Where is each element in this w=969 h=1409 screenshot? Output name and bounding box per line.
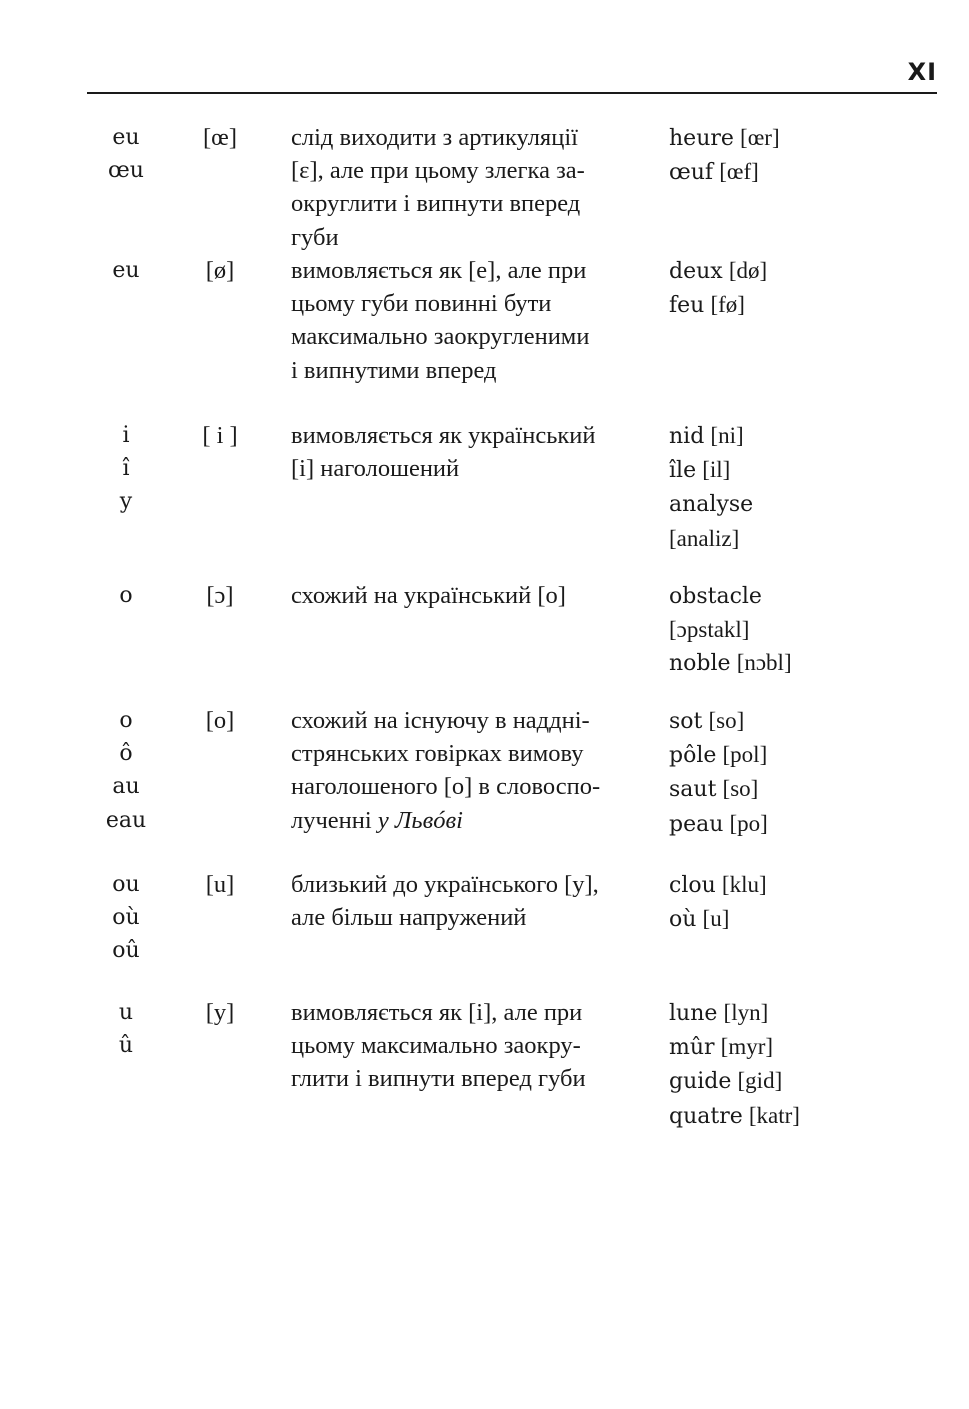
example-word: lune: [669, 1001, 718, 1026]
description-text: схожий на існуючу в наддні-: [291, 707, 590, 734]
example-word: œuf: [669, 160, 714, 186]
spelling-cell: [88, 419, 164, 519]
header-rule: [87, 92, 937, 94]
description-cell: [291, 579, 653, 612]
description-line: [291, 901, 653, 934]
description-text: але більш напружений: [291, 904, 527, 932]
example-word: obstacle: [669, 584, 762, 609]
spelling: i: [122, 423, 130, 448]
description-cell: [291, 121, 653, 254]
example-transcription: [œr]: [740, 125, 780, 150]
example: [669, 453, 959, 487]
example-transcription: [dø]: [728, 258, 768, 283]
description-line: [291, 1062, 653, 1095]
description-line: [291, 254, 653, 287]
description-text: глити і випнути вперед губи: [291, 1065, 586, 1093]
example: [669, 738, 959, 772]
spelling-cell: [88, 868, 164, 968]
example-transcription: [fø]: [710, 292, 745, 318]
example: [669, 579, 959, 613]
spelling-cell: [88, 704, 164, 837]
spelling-cell: [88, 121, 164, 187]
example-transcription: [gid]: [737, 1068, 783, 1094]
ipa-cell: [ i ]: [202, 422, 238, 449]
description-text: [і] наголошений: [291, 455, 460, 483]
spelling-cell: [88, 996, 164, 1062]
description-cell: [291, 868, 653, 934]
description-line: [291, 704, 653, 737]
example-transcription: [myr]: [720, 1034, 774, 1060]
example-word: île: [669, 458, 697, 484]
description-cell: [291, 254, 653, 387]
description-line: [291, 868, 653, 901]
description-text: близький до українського [у],: [291, 871, 599, 898]
spelling: u: [118, 1000, 134, 1025]
ipa-cell: [y]: [205, 999, 235, 1026]
example: [669, 1099, 959, 1133]
description-line: [291, 452, 653, 485]
description-line: [291, 804, 653, 837]
example: [669, 288, 959, 322]
example-word: feu: [669, 293, 705, 319]
example-word: heure: [669, 126, 734, 151]
example-transcription: [katr]: [748, 1102, 800, 1128]
example-transcription: [œf]: [719, 159, 759, 185]
description-text: наголошеного [о] в словоспо-: [291, 773, 601, 801]
example: [669, 868, 959, 902]
example-transcription: [lyn]: [723, 1000, 769, 1025]
example: [669, 613, 959, 646]
example-word: saut: [669, 777, 717, 803]
example-word: où: [669, 907, 697, 933]
description-line: [291, 770, 653, 803]
spelling: œu: [108, 158, 144, 184]
examples-cell: [669, 704, 959, 841]
spelling: eu: [112, 125, 140, 150]
spelling: o: [119, 583, 133, 608]
description-line: [291, 579, 653, 612]
page-number: XI: [907, 58, 937, 86]
description-text: округлити і випнути вперед: [291, 190, 581, 218]
description-cell: [291, 419, 653, 485]
example: [669, 772, 959, 806]
spelling: û: [118, 1033, 134, 1059]
spelling: eau: [105, 807, 147, 833]
example: [669, 646, 959, 680]
example: [669, 704, 959, 738]
spelling: où: [112, 905, 140, 931]
example: [669, 121, 959, 155]
example-word: guide: [669, 1069, 732, 1095]
description-line: [291, 419, 653, 452]
example-word: quatre: [669, 1103, 743, 1129]
example-word: peau: [669, 811, 724, 837]
ipa-cell: [o]: [205, 707, 235, 734]
example-transcription: [so]: [708, 708, 745, 733]
spelling: y: [119, 489, 133, 515]
description-italic: у Львóві: [377, 806, 463, 834]
spelling: oû: [112, 938, 140, 964]
spelling: o: [119, 708, 133, 733]
example-transcription: [so]: [722, 776, 759, 802]
spelling-cell: [88, 254, 164, 287]
example-word: analyse: [669, 492, 754, 518]
example-transcription: [po]: [729, 810, 768, 836]
example: [669, 522, 959, 555]
description-text: схожий на український [о]: [291, 582, 566, 609]
description-line: [291, 1029, 653, 1062]
example: [669, 254, 959, 288]
example-word: sot: [669, 709, 703, 734]
examples-cell: [669, 868, 959, 936]
spelling: ou: [112, 872, 140, 897]
description-line: [291, 996, 653, 1029]
example-transcription: [klu]: [721, 872, 767, 897]
description-text: [ɛ], але при цьому злегка за-: [291, 157, 585, 185]
ipa-cell: [œ]: [202, 124, 237, 151]
description-text: цьому губи повинні бути: [291, 290, 552, 318]
description-text: губи: [291, 223, 339, 251]
description-text: цьому максимально заокру-: [291, 1032, 581, 1060]
spelling: ô: [119, 741, 133, 767]
example: [669, 1064, 959, 1098]
example-word: nid: [669, 424, 705, 449]
example: [669, 155, 959, 189]
description-line: [291, 737, 653, 770]
example-transcription: [analiz]: [669, 525, 740, 551]
example-word: noble: [669, 651, 731, 677]
example-word: clou: [669, 873, 716, 898]
description-text: лученні: [291, 806, 378, 834]
example-word: deux: [669, 259, 723, 284]
example: [669, 902, 959, 936]
description-line: [291, 354, 653, 387]
description-text: стрянських говірках вимову: [291, 740, 584, 768]
description-line: [291, 154, 653, 187]
description-text: і випнутими вперед: [291, 356, 497, 384]
example: [669, 1030, 959, 1064]
examples-cell: [669, 121, 959, 189]
example-transcription: [pol]: [722, 742, 768, 768]
description-line: [291, 287, 653, 320]
description-line: [291, 320, 653, 353]
spelling: au: [112, 774, 140, 800]
example-transcription: [u]: [702, 906, 730, 932]
example-transcription: [ɔpstakl]: [669, 617, 750, 643]
example-transcription: [nɔbl]: [736, 650, 792, 676]
description-text: вимовляється як [e], але при: [291, 257, 587, 284]
example: [669, 807, 959, 841]
examples-cell: [669, 996, 959, 1133]
examples-cell: [669, 419, 959, 555]
description-cell: [291, 704, 653, 837]
description-cell: [291, 996, 653, 1096]
ipa-cell: [ɔ]: [206, 582, 234, 609]
example: [669, 419, 959, 453]
example-transcription: [ni]: [710, 423, 744, 448]
spelling: eu: [112, 258, 140, 283]
example: [669, 996, 959, 1030]
description-text: слід виходити з артикуляції: [291, 124, 578, 151]
example-word: mûr: [669, 1035, 715, 1061]
spelling-cell: [88, 579, 164, 612]
example-word: pôle: [669, 743, 717, 769]
description-line: [291, 121, 653, 154]
description-text: вимовляється як український: [291, 422, 596, 449]
description-line: [291, 221, 653, 254]
ipa-cell: [u]: [205, 871, 235, 898]
description-text: вимовляється як [і], але при: [291, 999, 583, 1026]
example: [669, 487, 959, 521]
examples-cell: [669, 579, 959, 681]
examples-cell: [669, 254, 959, 322]
example-transcription: [il]: [702, 457, 731, 483]
description-text: максимально заокругленими: [291, 323, 590, 351]
ipa-cell: [ø]: [205, 257, 235, 284]
description-line: [291, 187, 653, 220]
spelling: î: [122, 456, 130, 482]
